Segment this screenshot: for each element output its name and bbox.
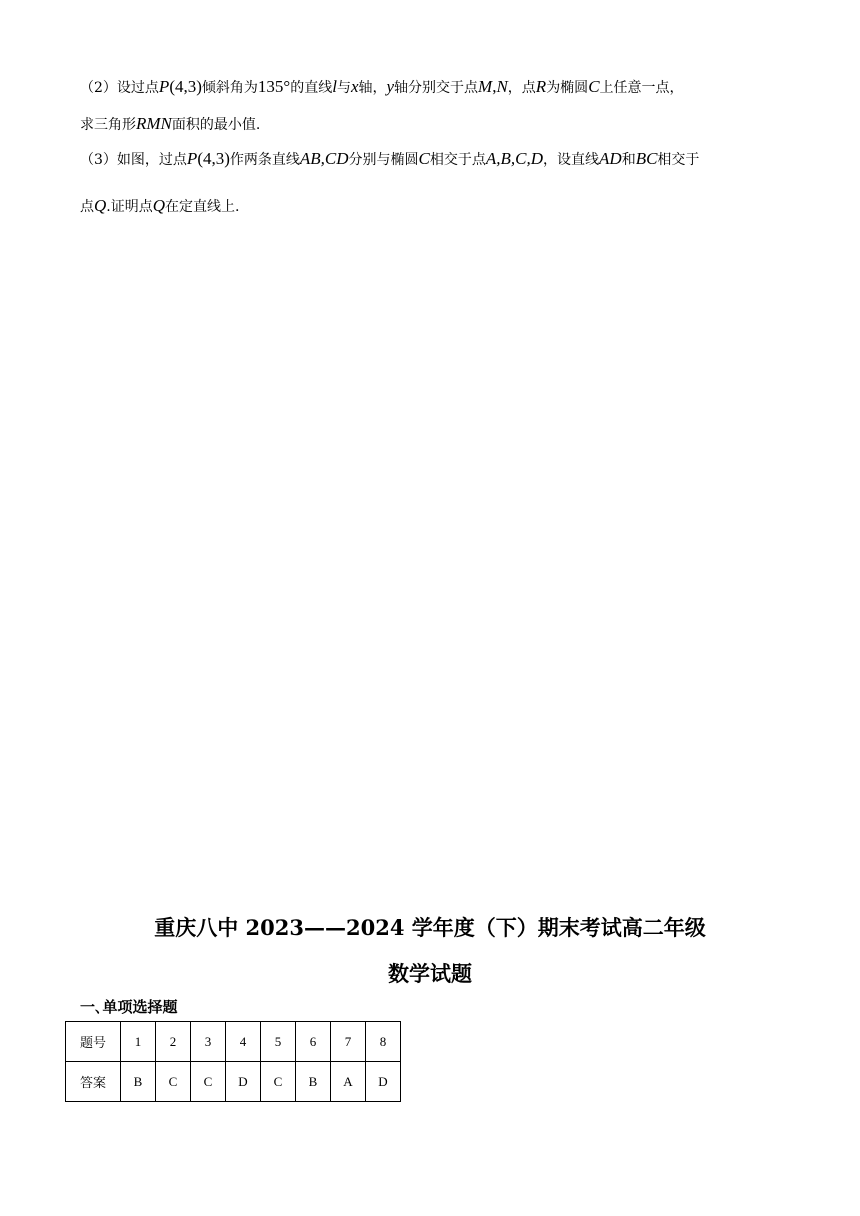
row-label-answer: 答案 xyxy=(66,1062,121,1102)
point-m: M xyxy=(478,77,493,96)
text-segment: 的直线 xyxy=(290,80,333,96)
text-segment: 和 xyxy=(621,152,636,168)
point-p: P xyxy=(158,77,170,96)
part3-label: （3）如图，过点 xyxy=(80,152,187,168)
answer-cell: C xyxy=(261,1062,296,1102)
text-segment: ，点 xyxy=(507,80,536,96)
angle-135: 135° xyxy=(257,77,291,96)
point-n: N xyxy=(496,77,508,96)
point-p-coords: (4,3) xyxy=(197,149,230,168)
question-number: 7 xyxy=(331,1022,366,1062)
text-segment: 相交于 xyxy=(657,152,700,168)
text-segment: 面积的最小值. xyxy=(171,117,261,133)
text-segment: 在定直线上. xyxy=(165,199,240,215)
question-number: 1 xyxy=(121,1022,156,1062)
text-segment: 点 xyxy=(80,199,94,215)
point-q: Q xyxy=(94,196,107,215)
question-number: 6 xyxy=(296,1022,331,1062)
answer-key-subtitle: 数学试题 xyxy=(388,961,472,986)
text-segment: 求三角形 xyxy=(80,117,136,133)
question-number: 5 xyxy=(261,1022,296,1062)
answer-key-title: 重庆八中 2023——2024 学年度（下）期末考试高二年级 xyxy=(154,915,706,940)
answer-cell: D xyxy=(366,1062,401,1102)
text-segment: 倾斜角为 xyxy=(201,80,258,96)
lines-ab-cd: AB,CD xyxy=(299,149,349,168)
part3-line1 xyxy=(80,148,699,171)
question-number: 8 xyxy=(366,1022,401,1062)
y-axis-symbol: y xyxy=(386,77,395,96)
x-axis-symbol: x xyxy=(350,77,359,96)
question-number: 3 xyxy=(191,1022,226,1062)
ellipse-c: C xyxy=(418,149,430,168)
answer-cell: A xyxy=(331,1062,366,1102)
part2-line2 xyxy=(80,113,260,136)
text-segment: 与 xyxy=(336,80,351,96)
row-label-number: 题号 xyxy=(66,1022,121,1062)
point-p-coords: (4,3) xyxy=(169,77,202,96)
text-segment: 轴， xyxy=(358,80,387,96)
text-segment: .证明点 xyxy=(106,199,153,215)
question-number: 2 xyxy=(156,1022,191,1062)
text-segment: 作两条直线 xyxy=(229,152,300,168)
answer-cell: C xyxy=(191,1062,226,1102)
part2-label: （2）设过点 xyxy=(80,80,159,96)
answer-cell: B xyxy=(121,1062,156,1102)
answer-table xyxy=(65,1021,401,1102)
text-segment: 轴分别交于点 xyxy=(394,80,479,96)
part2-line1 xyxy=(80,76,684,99)
answer-cell: D xyxy=(226,1062,261,1102)
line-l: l xyxy=(332,77,337,96)
text-segment: 分别与椭圆 xyxy=(348,152,419,168)
point-r: R xyxy=(535,77,547,96)
answer-cell: B xyxy=(296,1062,331,1102)
table-row-answers xyxy=(66,1062,401,1102)
points-abcd: A,B,C,D xyxy=(485,149,544,168)
ellipse-c: C xyxy=(588,77,600,96)
answer-cell: C xyxy=(156,1062,191,1102)
text-segment: 相交于点 xyxy=(429,152,486,168)
part3-line2 xyxy=(80,195,239,218)
line-ad: AD xyxy=(599,149,622,168)
comma: , xyxy=(492,77,497,96)
point-p: P xyxy=(186,149,198,168)
triangle-rmn: RMN xyxy=(136,114,172,133)
question-number: 4 xyxy=(226,1022,261,1062)
section-heading: 一､单项选择题 xyxy=(80,998,178,1016)
table-row-numbers xyxy=(66,1022,401,1062)
text-segment: 为椭圆 xyxy=(546,80,589,96)
point-q: Q xyxy=(152,196,166,215)
line-bc: BC xyxy=(635,149,658,168)
text-segment: 上任意一点， xyxy=(599,80,684,96)
text-segment: ，设直线 xyxy=(543,152,600,168)
